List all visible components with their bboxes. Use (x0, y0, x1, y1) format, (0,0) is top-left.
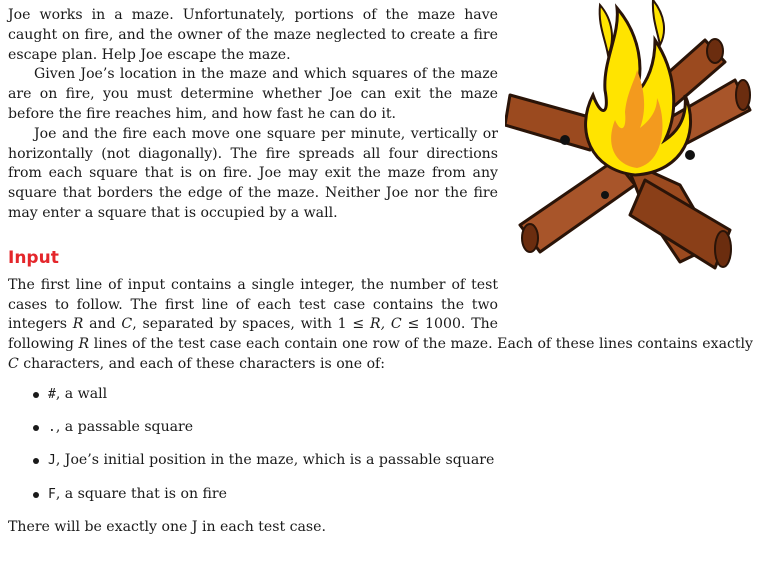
ember (601, 191, 609, 199)
input-section (8, 276, 760, 538)
char-desc: , a square that is on fire (55, 485, 227, 502)
intro-paragraph-3: Joe and the fire each move one square per minute, vertically or horizontally (not diagonally). The fire spreads all four directions from each square that is on fire. Joe may exit the maze from any square that borders the edge of the maze. Neither Joe nor the fire may enter a square that is occupied by a wall. (8, 125, 498, 221)
intro-section (8, 6, 498, 224)
log-end (707, 39, 723, 63)
input-line-2: cases to follow. The first line of each test case contains the two (8, 296, 498, 313)
text-fragment: , separated by spaces, with 1 ≤ (132, 316, 371, 333)
char-code: F (48, 486, 56, 502)
ember (685, 150, 695, 160)
input-line-1: The first line of input contains a single integer, the number of test (8, 276, 498, 293)
bullet-icon (33, 425, 39, 431)
char-desc: , Joe’s initial position in the maze, which is a passable square (55, 452, 495, 469)
input-heading: Input (8, 247, 59, 268)
input-line-3 (8, 315, 498, 335)
list-item (8, 385, 760, 405)
list-item (8, 451, 760, 471)
bullet-icon (33, 392, 39, 398)
text-fragment: characters, and each of these characters is one of: (18, 355, 386, 372)
campfire-illustration (505, 0, 755, 290)
char-desc: , a passable square (55, 419, 194, 436)
text-fragment: ≤ 1000. The (401, 316, 499, 333)
flame-tongue-left (600, 5, 612, 55)
input-line-4 (8, 335, 753, 355)
text-fragment: following (8, 336, 79, 353)
intro-paragraph-1: Joe works in a maze. Unfortunately, portions of the maze have caught on fire, and the owner of the maze neglected to create a fire escape plan. Help Joe escape the maze. (8, 7, 498, 63)
char-code: J (48, 453, 56, 469)
log-end (715, 231, 731, 267)
log-end (522, 224, 538, 252)
text-fragment: integers (8, 316, 73, 333)
intro-paragraph-2: Given Joe’s location in the maze and which squares of the maze are on fire, you must determine whether Joe can exit the maze before the fire reaches him, and how fast he can do it. (8, 66, 498, 122)
char-desc: , a wall (55, 385, 108, 402)
bullet-icon (33, 458, 39, 464)
list-item (8, 418, 760, 438)
math-C: C (8, 355, 19, 372)
math-C: C (121, 316, 133, 333)
char-code: # (48, 386, 56, 402)
text-fragment: lines of the test case each contain one row of the maze. Each of these lines contains exactly (89, 336, 753, 353)
ember (560, 135, 570, 145)
math-R: R (78, 336, 90, 353)
character-list (8, 385, 760, 505)
math-R: R (72, 316, 84, 333)
log-end (736, 80, 750, 110)
bullet-icon (33, 492, 39, 498)
text-fragment: and (83, 316, 122, 333)
list-item (8, 485, 760, 505)
final-note: There will be exactly one J in each test case. (8, 518, 326, 535)
input-line-5 (8, 355, 760, 375)
char-code: . (48, 420, 56, 436)
math-RC: R, C (370, 316, 402, 333)
